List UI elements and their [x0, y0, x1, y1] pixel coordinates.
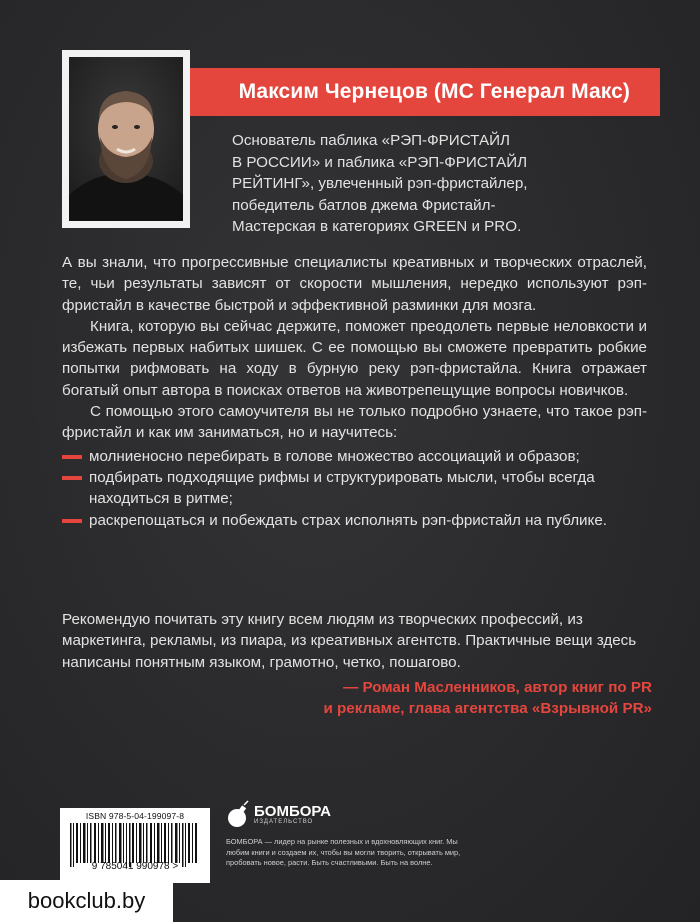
review-quote [62, 609, 647, 673]
bio-line: победитель батлов джема Фристайл- [232, 196, 496, 214]
list-item [62, 510, 647, 531]
publisher-logo [226, 800, 331, 830]
list-item [62, 446, 647, 467]
list-item [62, 467, 647, 510]
bomb-icon [226, 800, 250, 830]
publisher-name: БОМБОРА [254, 803, 331, 820]
attribution-line: и рекламе, глава агентства «Взрывной PR» [323, 700, 652, 718]
isbn-text: ISBN 978-5-04-199097-8 [85, 811, 185, 821]
publisher-description: БОМБОРА — лидер на рынке полезных и вдохновляющих книг. Мы любим книги и создаем их, чтобы вы могли творить, открывать мир, пробовать новое, расти. Быть счастливыми. Быть на волне. [226, 837, 461, 867]
review-attribution [323, 677, 652, 720]
bio-line: РЕЙТИНГ», увлеченный рэп-фристайлер, [232, 175, 528, 192]
bio-line: В РОССИИ» и паблика «РЭП-ФРИСТАЙЛ [232, 153, 528, 171]
review-text: Рекомендую почитать эту книгу всем людям из творческих профессий, из маркетинга, рекламы, из пиара, из креативных агентств. Практичные вещи здесь написаны понятным языком, грамотно, четко, пошагово. [62, 611, 637, 671]
watermark-text: bookclub.by [27, 888, 146, 913]
red-dash-bullet [62, 455, 82, 459]
watermark [0, 880, 173, 922]
author-bio [232, 130, 652, 238]
bio-line: Мастерская в категориях GREEN и PRO. [232, 218, 522, 235]
description-paragraph: С помощью этого самоучителя вы не только подробно узнаете, что такое рэп-фристайл и как им заниматься, но и научитесь: [62, 403, 647, 442]
publisher-subtitle: ИЗДАТЕЛЬСТВО [254, 819, 314, 825]
author-name: Максим Чернецов (MC Генерал Макс) [238, 80, 630, 103]
red-dash-bullet [62, 519, 82, 523]
description-paragraph: Книга, которую вы сейчас держите, поможет преодолеть первые неловкости и избежать первых набитых шишек. С ее помощью вы сможете превратить робкие попытки рифмовать на ходу в бурную реку рэп-фристайла. Книга отражает богатый опыт автора в поисках ответов на животрепещущие вопросы новичков. [62, 317, 647, 399]
list-item-text: раскрепощаться и побеждать страх исполнять рэп-фристайл на публике. [89, 511, 608, 529]
author-photo-frame [62, 50, 190, 228]
barcode-number: 9 785041 990978 > [91, 861, 179, 872]
list-item-text: молниеносно перебирать в голове множество ассоциаций и образов; [89, 447, 580, 465]
book-description [62, 252, 647, 531]
description-paragraph: А вы знали, что прогрессивные специалисты креативных и творческих отраслей, те, чьи результаты зависят от скорости мышления, нередко используют рэп-фристайл в качестве быстрой и эффективной разминки для мозга. [62, 254, 647, 314]
red-dash-bullet [62, 476, 82, 480]
attribution-line: — Роман Масленников, автор книг по PR [343, 679, 652, 696]
author-photo [69, 57, 183, 221]
skills-list [62, 446, 647, 531]
list-item-text: подбирать подходящие рифмы и структурировать мысли, чтобы всегда находиться в ритме; [89, 468, 595, 508]
author-name-bar [190, 68, 660, 116]
bio-line: Основатель паблика «РЭП-ФРИСТАЙЛ [232, 132, 510, 149]
barcode-block [60, 808, 210, 883]
